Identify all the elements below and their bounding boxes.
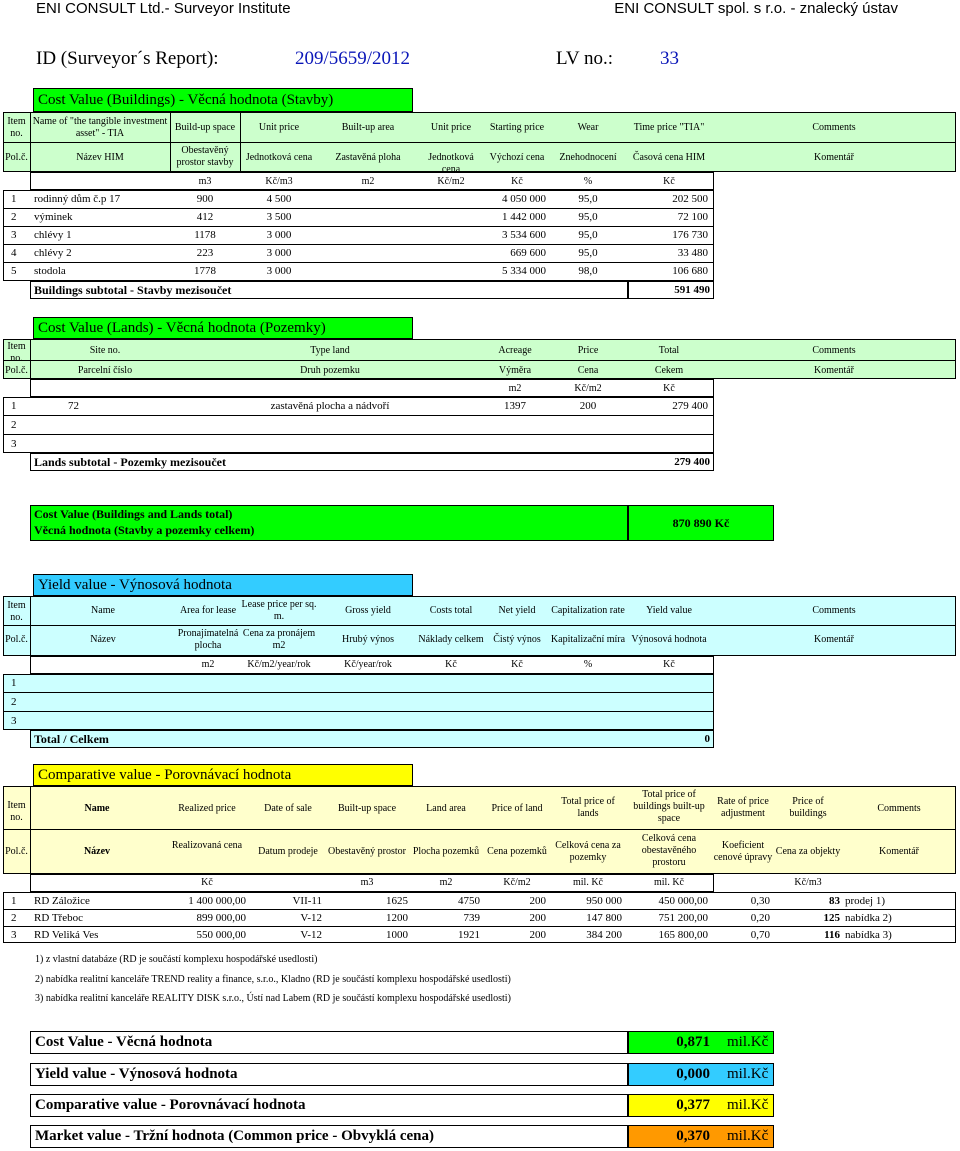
comparative-head: Built-up space (337, 803, 397, 814)
lands-head-acreage: Acreage (498, 345, 532, 356)
yield-head-net: Net yield (498, 605, 536, 616)
cmp-note-1: 1) z vlastní databáze (RD je součástí komplexu hospodářské usedlosti) (35, 954, 318, 965)
buildings-cell: 412 (196, 211, 214, 223)
buildings-cell: 5 (11, 265, 17, 277)
comparative-cell: 550 000,00 (196, 929, 246, 941)
buildings-cell: 176 730 (672, 229, 708, 241)
buildings-head-cz-built-area: Zastavěná ploha (335, 152, 401, 163)
yield-head-cz-cap: Kapitalizační míra (550, 634, 626, 645)
comparative-cell: 1 400 000,00 (188, 895, 246, 907)
yield-head-value: Yield value (646, 605, 692, 616)
cmp-unit-m2: m2 (439, 877, 453, 888)
report-id-label: ID (Surveyor´s Report): (36, 48, 219, 69)
buildings-head-built-area: Built-up area (341, 122, 395, 133)
comparative-cell: 450 000,00 (658, 895, 708, 907)
comparative-head: Total price of lands (561, 796, 615, 819)
cmp-unit-kc: Kč (201, 877, 213, 888)
yield-unit-pct: % (583, 659, 593, 670)
summary-value: 0,370 (676, 1128, 710, 1144)
lands-cell: 72 (68, 400, 79, 412)
comparative-head-cz: Pol.č. (5, 846, 28, 857)
summary-label: Market value - Tržní hodnota (Common price - Obvyklá cena) (35, 1128, 435, 1144)
comparative-cell: RD Záložice (34, 895, 90, 907)
buildings-cell: 95,0 (578, 193, 598, 205)
yield-head-item: Item no. (7, 600, 26, 623)
comparative-cell: 0,70 (750, 929, 770, 941)
buildings-cell: 98,0 (578, 265, 598, 277)
lands-cell: 3 (11, 438, 17, 450)
summary-unit: mil.Kč (727, 1128, 769, 1144)
buildings-head-item: Item no. (7, 116, 26, 139)
yield-head-costs: Costs total (429, 605, 473, 616)
lv-label: LV no.: (556, 48, 614, 69)
comparative-cell: 899 000,00 (196, 912, 246, 924)
lv-value: 33 (660, 48, 679, 69)
yield-unit-gross: Kč/year/rok (344, 659, 392, 670)
buildings-head-cz-name: Název HIM (76, 152, 124, 163)
comparative-head-cz: Datum prodeje (258, 846, 318, 857)
summary-unit: mil.Kč (727, 1034, 769, 1050)
buildings-cell: 95,0 (578, 211, 598, 223)
comparative-cell: 165 800,00 (658, 929, 708, 941)
comparative-head: Rate of price adjustment (717, 796, 769, 819)
yield-head-cz-lease: Cena za pronájem m2 (242, 628, 316, 651)
buildings-cell: 1178 (194, 229, 216, 241)
buildings-cell: 1778 (194, 265, 216, 277)
buildings-unit-kc: Kč (511, 176, 523, 187)
summary-label: Yield value - Výnosová hodnota (35, 1066, 238, 1082)
comparative-cell: 3 (11, 929, 17, 941)
buildings-cell: chlévy 1 (34, 229, 72, 241)
lands-cell: 200 (579, 400, 597, 412)
yield-unit-kc: Kč (663, 659, 675, 670)
buildings-cell: výminek (34, 211, 73, 223)
summary-unit: mil.Kč (727, 1097, 769, 1113)
buildings-head-starting: Starting price (489, 122, 545, 133)
buildings-cell: 4 050 000 (502, 193, 546, 205)
summary-unit: mil.Kč (727, 1066, 769, 1082)
yield-head-cz-net: Čistý výnos (493, 634, 541, 645)
comparative-head-cz: Plocha pozemků (412, 846, 480, 857)
lands-head-cz-acreage: Výměra (498, 365, 532, 376)
comparative-cell: 751 200,00 (658, 912, 708, 924)
yield-head-name: Name (91, 605, 115, 616)
buildings-cell: 3 500 (266, 211, 292, 223)
buildings-cell: rodinný dům č.p 17 (34, 193, 121, 205)
comparative-cell: V-12 (300, 912, 322, 924)
comparative-head: Item no. (7, 800, 26, 823)
buildings-cell: stodola (34, 265, 66, 277)
buildings-cell: 3 534 600 (502, 229, 546, 241)
lands-head-cz-price: Cena (577, 365, 599, 376)
yield-total-value: 0 (704, 733, 710, 745)
comparative-cell: 1625 (386, 895, 408, 907)
comparative-cell: 116 (824, 929, 840, 941)
comparative-head: Price of buildings (789, 796, 827, 819)
comparative-head-cz: Komentář (879, 846, 919, 857)
lands-unit-m2: m2 (508, 383, 522, 394)
buildings-cell: 223 (196, 247, 214, 259)
header-right: ENI CONSULT spol. s r.o. - znalecký ústav (614, 0, 898, 17)
buildings-head-unit-price: Unit price (258, 122, 300, 133)
comparative-cell: 1200 (386, 912, 408, 924)
lands-cell: 279 400 (672, 400, 708, 412)
comparative-head-cz: Cena pozemků (487, 846, 547, 857)
comparative-head-cz: Celková cena obestavěného prostoru (641, 833, 697, 868)
summary-label: Comparative value - Porovnávací hodnota (35, 1097, 306, 1113)
buildings-cell: 95,0 (578, 229, 598, 241)
comparative-cell: 200 (529, 929, 546, 941)
comparative-cell: 200 (529, 895, 546, 907)
comparative-cell: 0,20 (750, 912, 770, 924)
comparative-cell: RD Veliká Ves (34, 929, 99, 941)
lands-head-total: Total (658, 345, 680, 356)
yield-head-area: Area for lease (179, 605, 237, 616)
buildings-head-cz-comments: Komentář (814, 152, 854, 163)
buildings-head-cz-unit-price: Jednotková cena (245, 152, 313, 163)
buildings-cell: 1 442 000 (502, 211, 546, 223)
comparative-cell: RD Třeboc (34, 912, 83, 924)
lands-head-cz-total: Cekem (654, 365, 684, 376)
comparative-cell: nabídka 2) (845, 912, 892, 924)
comparative-cell: prodej 1) (845, 895, 886, 907)
total-cost-value: 870 890 Kč (672, 516, 730, 530)
comparative-head-cz: Cena za objekty (775, 846, 841, 857)
buildings-cell: 3 (11, 229, 17, 241)
yield-row-3: 3 (11, 715, 17, 727)
lands-head-item: Item no. (7, 341, 26, 364)
cmp-unit-kc-m3: Kč/m3 (794, 877, 822, 888)
buildings-unit-pct: % (583, 176, 593, 187)
comparative-cell: 125 (823, 912, 840, 924)
yield-table-body (3, 674, 714, 730)
buildings-cell: 3 000 (266, 229, 292, 241)
yield-head-cz-gross: Hrubý výnos (342, 634, 394, 645)
buildings-head-unit-price2: Unit price (430, 122, 472, 133)
lands-subtotal-value: 279 400 (674, 456, 710, 468)
buildings-cell: 95,0 (578, 247, 598, 259)
comparative-head: Land area (426, 803, 466, 814)
comparative-head: Realized price (178, 803, 236, 814)
buildings-head-name: Name of "the tangible investment asset" - TIA (32, 116, 168, 139)
cmp-unit-kc-m2: Kč/m2 (503, 877, 531, 888)
yield-head-cz-value: Výnosová hodnota (631, 634, 707, 645)
cmp-unit-mil2: mil. Kč (654, 877, 684, 888)
buildings-cell: 202 500 (672, 193, 708, 205)
lands-head-site: Site no. (89, 345, 121, 356)
yield-total-label: Total / Celkem (34, 732, 109, 746)
buildings-cell: 3 000 (266, 247, 292, 259)
comparative-cell: 147 800 (586, 912, 622, 924)
buildings-cell: 33 480 (677, 247, 708, 259)
buildings-cell: 5 334 000 (502, 265, 546, 277)
yield-head-lease: Lease price per sq. m. (241, 599, 317, 622)
buildings-head-cz-time-price: Časová cena HIM (632, 152, 706, 163)
lands-cell: 2 (11, 419, 17, 431)
buildings-head-wear: Wear (577, 122, 599, 133)
lands-cell: 1397 (504, 400, 526, 412)
buildings-cell: 900 (196, 193, 214, 205)
comparative-cell: 0,30 (750, 895, 770, 907)
buildings-cell: 4 (11, 247, 17, 259)
lands-head-type: Type land (310, 345, 350, 356)
buildings-cell: 106 680 (672, 265, 708, 277)
lands-cell: zastavěná plocha a nádvoří (270, 400, 390, 412)
buildings-cell: 2 (11, 211, 17, 223)
comparative-cell: 950 000 (586, 895, 622, 907)
summary-label: Cost Value - Věcná hodnota (35, 1034, 213, 1050)
yield-head-cap: Capitalization rate (551, 605, 625, 616)
comparative-head: Name (84, 803, 110, 814)
cmp-unit-mil1: mil. Kč (573, 877, 603, 888)
yield-unit-lease: Kč/m2/year/rok (247, 659, 311, 670)
buildings-unit-m3: m3 (198, 176, 212, 187)
comparative-head: Date of sale (264, 803, 312, 814)
lands-subtotal-label: Lands subtotal - Pozemky mezisoučet (34, 455, 226, 469)
buildings-unit-kc-m2: Kč/m2 (437, 176, 465, 187)
lands-unit-kc: Kč (663, 383, 675, 394)
cmp-unit-m3: m3 (360, 877, 374, 888)
header-left: ENI CONSULT Ltd.- Surveyor Institute (36, 0, 291, 17)
comparative-head-cz: Koeficient cenové úpravy (713, 840, 773, 863)
buildings-unit-kc2: Kč (663, 176, 675, 187)
buildings-head-build-up: Build-up space (174, 122, 236, 133)
buildings-unit-m2: m2 (361, 176, 375, 187)
lands-head-comments: Comments (812, 345, 856, 356)
yield-unit-net: Kč (511, 659, 523, 670)
buildings-cell: 1 (11, 193, 17, 205)
comparative-cell: 2 (11, 912, 17, 924)
yield-head-cz-costs: Náklady celkem (418, 634, 484, 645)
lands-title: Cost Value (Lands) - Věcná hodnota (Pozemky) (33, 317, 413, 339)
buildings-head-time-price: Time price "TIA" (633, 122, 705, 133)
yield-head-comments: Comments (812, 605, 856, 616)
yield-head-cz-comments: Komentář (814, 634, 854, 645)
buildings-head-comments: Comments (812, 122, 856, 133)
comparative-cell: V-12 (300, 929, 322, 941)
yield-total-box (30, 730, 714, 748)
lands-head-cz-type: Druh pozemku (300, 365, 360, 376)
buildings-title: Cost Value (Buildings) - Věcná hodnota (Stavby) (33, 88, 413, 112)
yield-title: Yield value - Výnosová hodnota (33, 574, 413, 596)
buildings-head-cz-starting: Výchozí cena (489, 152, 545, 163)
comparative-cell: 739 (463, 912, 480, 924)
summary-value: 0,377 (676, 1097, 710, 1113)
comparative-head-cz: Realizovaná cena (171, 840, 243, 851)
summary-value: 0,000 (676, 1066, 710, 1082)
lands-cell: 1 (11, 400, 17, 412)
lands-head-price: Price (577, 345, 599, 356)
comparative-cell: 200 (529, 912, 546, 924)
comparative-cell: 1921 (458, 929, 480, 941)
yield-row-2: 2 (11, 696, 17, 708)
total-cost-label-en: Cost Value (Buildings and Lands total) (34, 507, 233, 521)
comparative-cell: 1 (11, 895, 17, 907)
buildings-cell: chlévy 2 (34, 247, 72, 259)
comparative-head-cz: Celková cena za pozemky (555, 840, 621, 863)
buildings-subtotal-label: Buildings subtotal - Stavby mezisoučet (34, 283, 232, 297)
yield-head-gross: Gross yield (345, 605, 391, 616)
buildings-subtotal-value: 591 490 (674, 284, 710, 296)
yield-head-cz-name: Název (90, 634, 116, 645)
total-cost-label-cz: Věcná hodnota (Stavby a pozemky celkem) (34, 523, 255, 537)
buildings-cell: 669 600 (510, 247, 546, 259)
buildings-head-cz-build-up: Obestavěný prostor stavby (176, 145, 234, 168)
yield-unit-m2: m2 (201, 659, 215, 670)
buildings-unit-kc-m3: Kč/m3 (265, 176, 293, 187)
comparative-cell: 4750 (458, 895, 480, 907)
yield-head-cz-item: Pol.č. (5, 634, 28, 645)
comparative-head-cz: Obestavěný prostor (327, 846, 407, 857)
buildings-cell: 72 100 (677, 211, 708, 223)
comparative-cell: VII-11 (292, 895, 322, 907)
comparative-head: Total price of buildings built-up space (633, 789, 705, 824)
buildings-head-cz-unit-price2: Jednotková cena (428, 152, 474, 175)
yield-unit-costs: Kč (445, 659, 457, 670)
lands-head-cz-site: Parcelní číslo (77, 365, 133, 376)
lands-unit-kc-m2: Kč/m2 (574, 383, 602, 394)
comparative-cell: 83 (829, 895, 840, 907)
cmp-note-2: 2) nabídka realitní kanceláře TREND reality a finance, s.r.o., Kladno (RD je součástí komplexu hospodářské usedlosti) (35, 974, 511, 985)
comparative-head: Price of land (491, 803, 543, 814)
comparative-cell: 384 200 (586, 929, 622, 941)
comparative-cell: 1000 (386, 929, 408, 941)
summary-value: 0,871 (676, 1034, 710, 1050)
comparative-head: Comments (877, 803, 921, 814)
buildings-cell: 3 000 (266, 265, 292, 277)
buildings-cell: 4 500 (266, 193, 292, 205)
report-id-value: 209/5659/2012 (295, 48, 411, 69)
yield-head-cz-area: Pronajímatelná plocha (177, 628, 239, 651)
buildings-head-cz-item: Pol.č. (5, 152, 28, 163)
lands-head-cz-item: Pol.č. (5, 365, 28, 376)
lands-head-cz-comments: Komentář (814, 365, 854, 376)
comparative-title: Comparative value - Porovnávací hodnota (33, 764, 413, 786)
buildings-head-cz-wear: Znehodnocení (559, 152, 617, 163)
comparative-head-cz: Název (83, 846, 111, 857)
cmp-note-3: 3) nabídka realitní kanceláře REALITY DISK s.r.o., Ústí nad Labem (RD je součástí komplexu hospodářské usedlosti) (35, 993, 511, 1004)
yield-row-1: 1 (11, 677, 17, 689)
comparative-cell: nabídka 3) (845, 929, 892, 941)
